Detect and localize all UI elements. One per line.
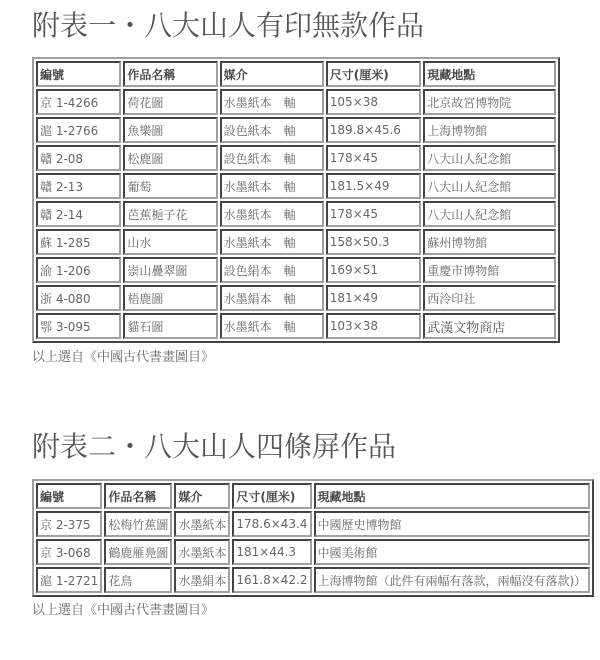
cell-medium: 水墨紙本 bbox=[174, 539, 230, 565]
cell-work-title: 梧鹿圖 bbox=[123, 285, 217, 311]
cell-work-title: 荷花圖 bbox=[123, 89, 217, 115]
header-work-title: 作品名稱 bbox=[104, 483, 172, 509]
cell-collection: 上海博物館 bbox=[423, 117, 556, 143]
table-row bbox=[36, 567, 590, 593]
cell-collection: 中國歷史博物館 bbox=[314, 511, 591, 537]
cell-catalog-number: 蘇 1-285 bbox=[36, 229, 121, 255]
header-dimensions: 尺寸(厘米) bbox=[232, 483, 311, 509]
cell-dimensions: 181×44.3 bbox=[232, 539, 311, 565]
cell-medium: 水墨紙本 bbox=[174, 511, 230, 537]
header-medium: 媒介 bbox=[220, 61, 324, 87]
table-row bbox=[36, 117, 556, 143]
cell-catalog-number: 滬 1-2721 bbox=[36, 567, 102, 593]
cell-work-title: 松梅竹蕉圖 bbox=[104, 511, 172, 537]
table-header-row bbox=[36, 483, 590, 509]
table1-source-note: 以上選自《中國古代書畫圖目》 bbox=[32, 350, 215, 365]
cell-catalog-number: 鄂 3-095 bbox=[36, 313, 121, 339]
cell-dimensions: 178.6×43.4 bbox=[232, 511, 311, 537]
header-catalog-number: 編號 bbox=[36, 61, 121, 87]
cell-work-title: 魚樂圖 bbox=[123, 117, 217, 143]
cell-dimensions: 105×38 bbox=[326, 89, 421, 115]
cell-collection: 八大山人紀念館 bbox=[423, 173, 556, 199]
cell-medium: 水墨絹本 軸 bbox=[220, 285, 324, 311]
cell-medium: 水墨紙本 軸 bbox=[220, 229, 324, 255]
cell-dimensions: 181.5×49 bbox=[326, 173, 421, 199]
cell-collection: 中國美術館 bbox=[314, 539, 591, 565]
cell-medium: 設色紙本 軸 bbox=[220, 145, 324, 171]
header-catalog-number: 編號 bbox=[36, 483, 102, 509]
cell-catalog-number: 贛 2-14 bbox=[36, 201, 121, 227]
cell-work-title: 山水 bbox=[123, 229, 217, 255]
cell-collection: 蘇州博物館 bbox=[423, 229, 556, 255]
cell-medium: 水墨絹本 bbox=[174, 567, 230, 593]
table-anonymous-sealed-works bbox=[32, 57, 560, 343]
cell-medium: 設色絹本 軸 bbox=[220, 257, 324, 283]
cell-medium: 水墨紙本 軸 bbox=[220, 173, 324, 199]
cell-dimensions: 169×51 bbox=[326, 257, 421, 283]
cell-collection: 八大山人紀念館 bbox=[423, 145, 556, 171]
cell-catalog-number: 京 3-068 bbox=[36, 539, 102, 565]
table-row bbox=[36, 313, 556, 339]
table-row bbox=[36, 511, 590, 537]
cell-dimensions: 158×50.3 bbox=[326, 229, 421, 255]
header-work-title: 作品名稱 bbox=[123, 61, 217, 87]
cell-work-title: 芭蕉梔子花 bbox=[123, 201, 217, 227]
table2-title: 附表二・八大山人四條屏作品 bbox=[32, 430, 397, 463]
cell-medium: 水墨紙本 軸 bbox=[220, 89, 324, 115]
table1-title: 附表一・八大山人有印無款作品 bbox=[32, 9, 425, 42]
cell-work-title: 花鳥 bbox=[104, 567, 172, 593]
table-row bbox=[36, 229, 556, 255]
cell-work-title: 貓石圖 bbox=[123, 313, 217, 339]
cell-catalog-number: 京 2-375 bbox=[36, 511, 102, 537]
table-row bbox=[36, 145, 556, 171]
table-row bbox=[36, 539, 590, 565]
header-collection: 現藏地點 bbox=[423, 61, 556, 87]
cell-collection: 北京故宮博物院 bbox=[423, 89, 556, 115]
header-collection: 現藏地點 bbox=[314, 483, 591, 509]
cell-dimensions: 103×38 bbox=[326, 313, 421, 339]
cell-dimensions: 181×49 bbox=[326, 285, 421, 311]
header-medium: 媒介 bbox=[174, 483, 230, 509]
table2-source-note: 以上選自《中國古代書畫圖目》 bbox=[32, 603, 215, 618]
cell-medium: 設色紙本 軸 bbox=[220, 117, 324, 143]
cell-collection: 上海博物館（此件有兩幅有落款，兩幅沒有落款)） bbox=[314, 567, 591, 593]
table-header-row bbox=[36, 61, 556, 87]
cell-collection: 八大山人紀念館 bbox=[423, 201, 556, 227]
cell-catalog-number: 贛 2-08 bbox=[36, 145, 121, 171]
table-row bbox=[36, 201, 556, 227]
table-four-panel-screen-works bbox=[32, 479, 594, 597]
cell-catalog-number: 滬 1-2766 bbox=[36, 117, 121, 143]
table-row bbox=[36, 257, 556, 283]
header-dimensions: 尺寸(厘米) bbox=[326, 61, 421, 87]
cell-catalog-number: 渝 1-206 bbox=[36, 257, 121, 283]
cell-medium: 水墨紙本 軸 bbox=[220, 313, 324, 339]
cell-medium: 水墨紙本 軸 bbox=[220, 201, 324, 227]
cell-collection: 西泠印社 bbox=[423, 285, 556, 311]
table-row bbox=[36, 89, 556, 115]
cell-collection: 武漢文物商店 bbox=[423, 313, 556, 339]
cell-dimensions: 178×45 bbox=[326, 201, 421, 227]
cell-work-title: 崇山疊翠圖 bbox=[123, 257, 217, 283]
cell-collection: 重慶市博物館 bbox=[423, 257, 556, 283]
cell-catalog-number: 浙 4-080 bbox=[36, 285, 121, 311]
cell-catalog-number: 贛 2-13 bbox=[36, 173, 121, 199]
cell-dimensions: 189.8×45.6 bbox=[326, 117, 421, 143]
cell-dimensions: 161.8×42.2 bbox=[232, 567, 311, 593]
table-row bbox=[36, 173, 556, 199]
table-row bbox=[36, 285, 556, 311]
cell-work-title: 葡萄 bbox=[123, 173, 217, 199]
cell-work-title: 松鹿圖 bbox=[123, 145, 217, 171]
cell-catalog-number: 京 1-4266 bbox=[36, 89, 121, 115]
cell-dimensions: 178×45 bbox=[326, 145, 421, 171]
cell-work-title: 鶴鹿雁鳧圖 bbox=[104, 539, 172, 565]
